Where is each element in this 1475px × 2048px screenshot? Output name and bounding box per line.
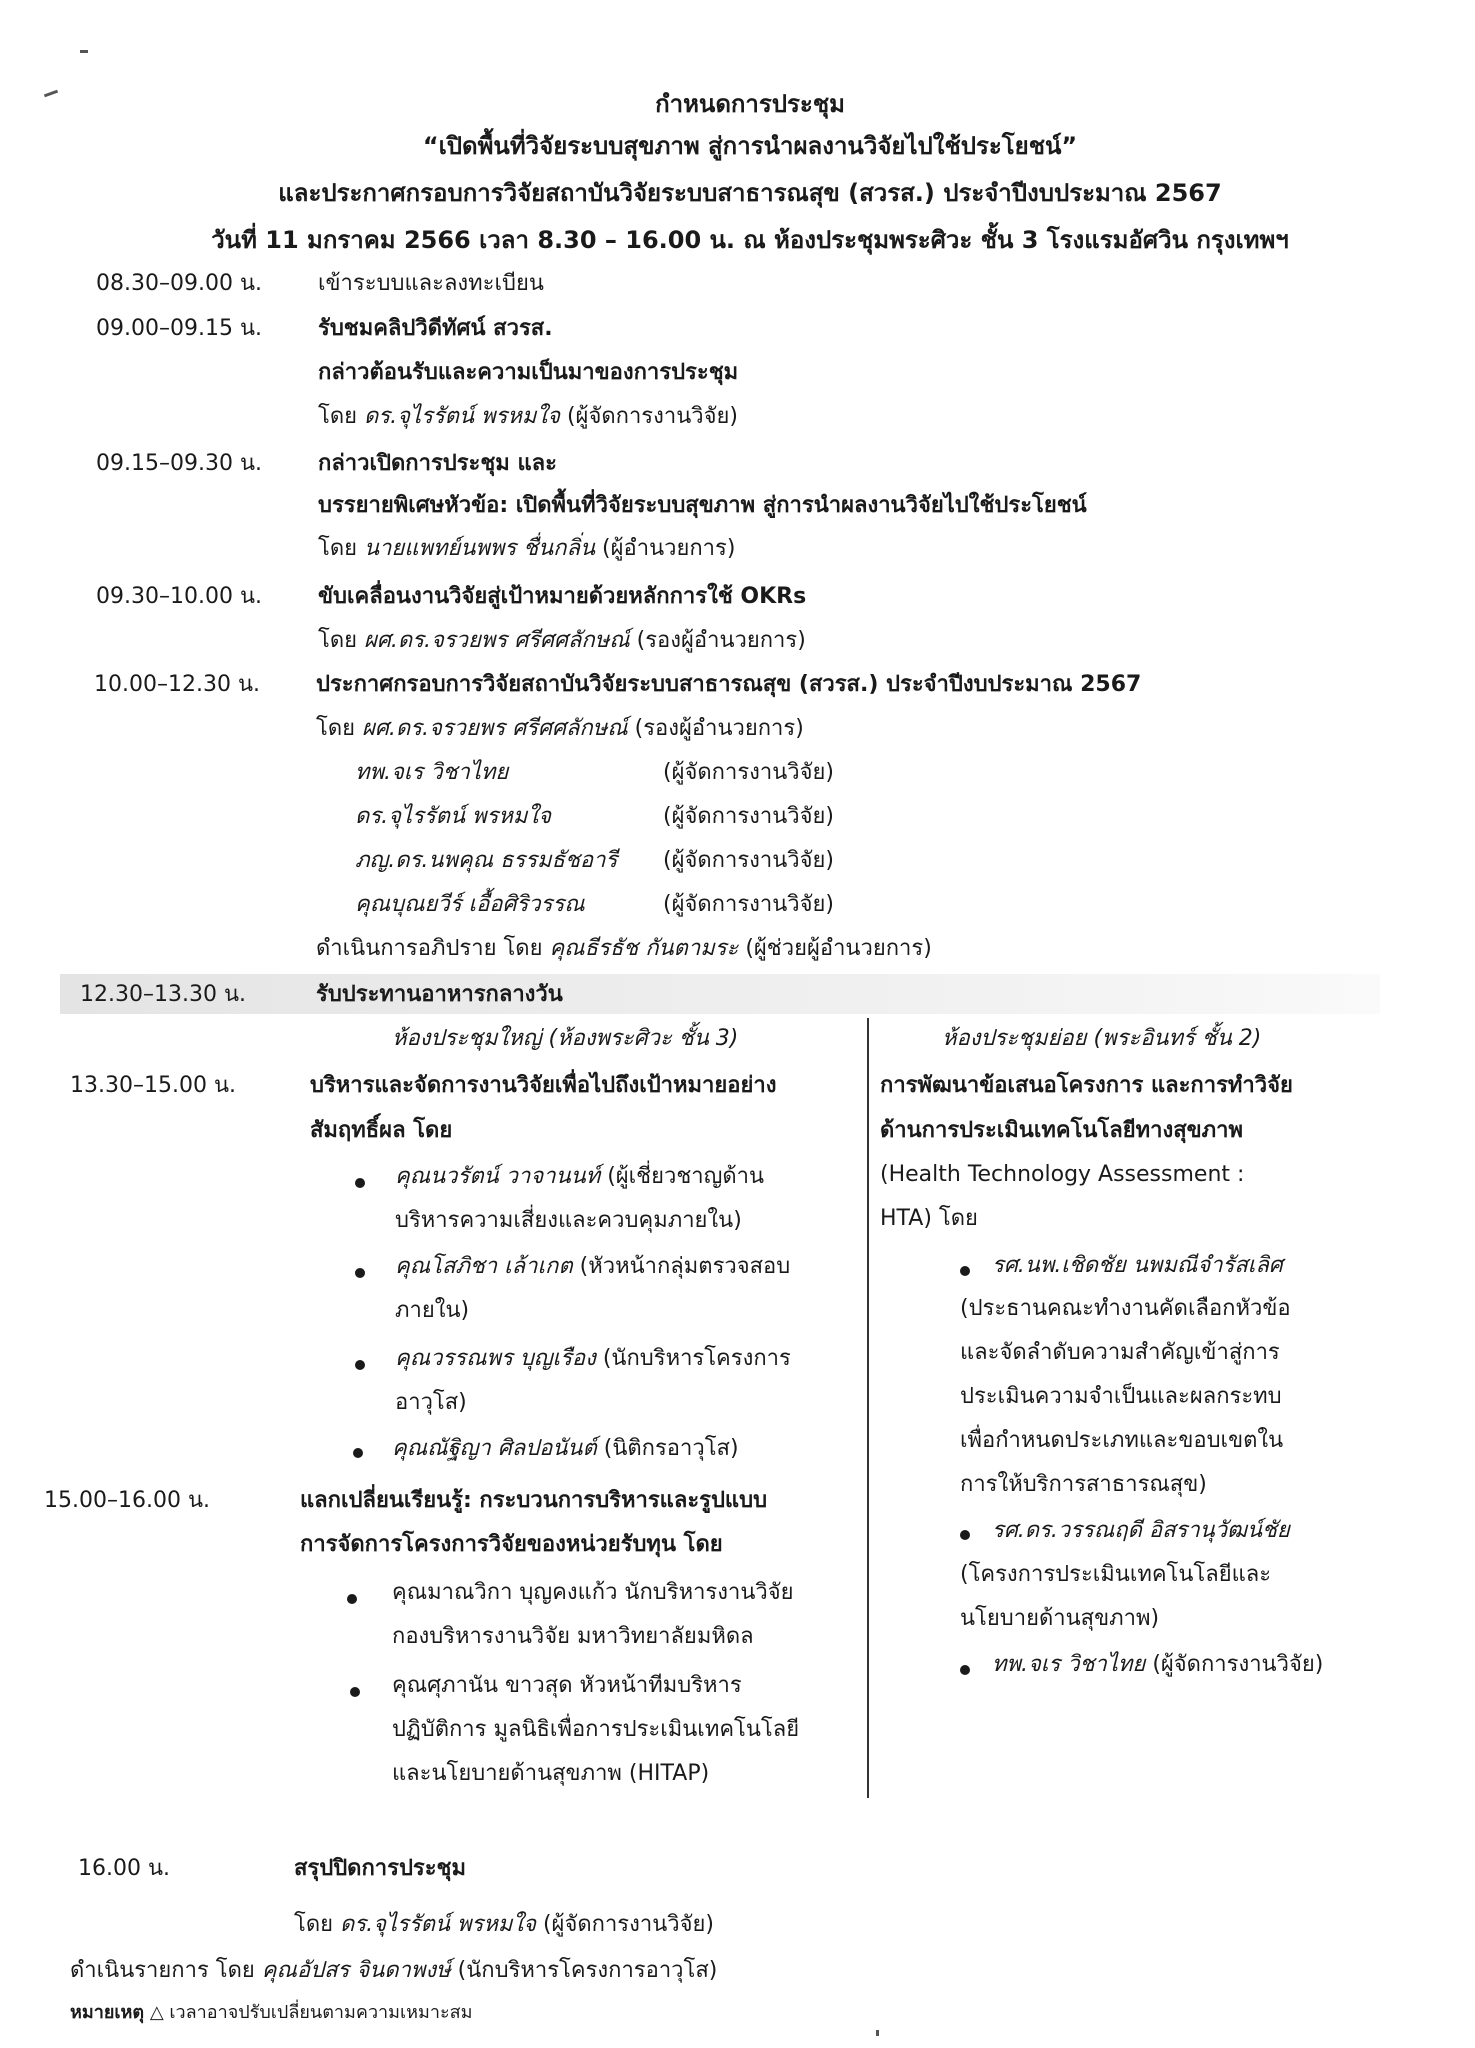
session-title: ประกาศกรอบการวิจัยสถาบันวิจัยระบบสาธารณสุข (สวรส.) ประจำปีงบประมาณ 2567: [316, 672, 1142, 697]
scan-speck: [80, 50, 88, 53]
panelist-name: ดร.จุไรรัตน์ พรหมใจ: [355, 804, 551, 829]
speaker-role: บริหารความเสี่ยงและควบคุมภายใน): [395, 1208, 742, 1233]
session-title: รับประทานอาหารกลางวัน: [316, 982, 563, 1007]
speaker-role: (ผู้จัดการงานวิจัย): [1152, 1652, 1324, 1677]
moderator-name: คุณธีรธัช กันตามระ: [549, 936, 739, 961]
speaker-role: และจัดลำดับความสำคัญเข้าสู่การ: [960, 1340, 1280, 1365]
time-slot: 12.30–13.30 น.: [80, 982, 246, 1007]
right-session-title: (Health Technology Assessment :: [880, 1162, 1245, 1187]
bullet: [355, 1178, 365, 1188]
speaker-line: คุณมาณวิกา บุญคงแก้ว นักบริหารงานวิจัย: [392, 1580, 794, 1605]
right-session-title: การพัฒนาข้อเสนอโครงการ และการทำวิจัย: [880, 1073, 1293, 1098]
speaker-name: คุณโสภิชา เล้าเกต: [395, 1254, 573, 1279]
moderator-prefix: ดำเนินการอภิปราย โดย: [316, 936, 543, 961]
session-title: แลกเปลี่ยนเรียนรู้: กระบวนการบริหารและรูปแบบ: [300, 1488, 768, 1513]
speaker-role: นโยบายด้านสุขภาพ): [960, 1606, 1160, 1631]
time-slot: 09.00–09.15 น.: [96, 316, 262, 341]
speaker-role: (รองผู้อำนวยการ): [636, 628, 806, 653]
event-subtitle: และประกาศกรอบการวิจัยสถาบันวิจัยระบบสาธารณสุข (สวรส.) ประจำปีงบประมาณ 2567: [278, 179, 1222, 207]
column-divider: [867, 1018, 869, 1798]
room-left-heading: ห้องประชุมใหญ่ (ห้องพระศิวะ ชั้น 3): [392, 1026, 739, 1051]
speaker-line: [395, 1254, 790, 1280]
bullet: [353, 1448, 363, 1458]
session-title: รับชมคลิปวิดีทัศน์ สวรส.: [318, 316, 553, 341]
session-title: สรุปปิดการประชุม: [294, 1856, 466, 1881]
bullet: [960, 1665, 970, 1675]
by-prefix: โดย: [318, 404, 357, 429]
scan-speck: [44, 90, 58, 98]
speaker-role: (โครงการประเมินเทคโนโลยีและ: [960, 1562, 1272, 1587]
scan-speck: [876, 2030, 879, 2036]
speaker-line: [318, 628, 806, 654]
speaker-line: [294, 1912, 714, 1938]
right-session-title: ด้านการประเมินเทคโนโลยีทางสุขภาพ: [880, 1118, 1244, 1143]
speaker-name: ผศ.ดร.จรวยพร ศรีศศลักษณ์: [362, 716, 628, 741]
session-title: บรรยายพิเศษหัวข้อ: เปิดพื้นที่วิจัยระบบสุขภาพ สู่การนำผลงานวิจัยไปใช้ประโยชน์: [318, 493, 1087, 518]
speaker-line: คุณศุภานัน ขาวสุด หัวหน้าทีมบริหาร: [392, 1673, 742, 1698]
by-prefix: โดย: [316, 716, 355, 741]
speaker-name: รศ.นพ.เชิดชัย นพมณีจำรัสเลิศ: [992, 1253, 1283, 1278]
session-title: กล่าวต้อนรับและความเป็นมาของการประชุม: [318, 360, 739, 385]
mc-line: [70, 1958, 717, 1984]
event-date-venue: วันที่ 11 มกราคม 2566 เวลา 8.30 – 16.00 น. ณ ห้องประชุมพระศิวะ ชั้น 3 โรงแรมอัศวิน กรุงเทพฯ: [211, 226, 1289, 254]
time-slot: 09.30–10.00 น.: [96, 584, 262, 609]
speaker-line: [395, 1346, 791, 1372]
time-slot: 09.15–09.30 น.: [96, 451, 262, 476]
speaker-role: (นักบริหารโครงการ: [602, 1346, 791, 1371]
time-slot: 16.00 น.: [78, 1856, 171, 1881]
speaker-affiliation: กองบริหารงานวิจัย มหาวิทยาลัยมหิดล: [392, 1624, 754, 1649]
moderator-role: (ผู้ช่วยผู้อำนวยการ): [745, 936, 932, 961]
speaker-role: เพื่อกำหนดประเภทและขอบเขตใน: [960, 1428, 1284, 1453]
bullet: [355, 1360, 365, 1370]
time-slot: 10.00–12.30 น.: [94, 672, 260, 697]
speaker-role: ประเมินความจำเป็นและผลกระทบ: [960, 1384, 1282, 1409]
speaker-role: (ผู้เชี่ยวชาญด้าน: [607, 1164, 765, 1189]
note-line: [70, 2002, 473, 2024]
speaker-affiliation: ปฏิบัติการ มูลนิธิเพื่อการประเมินเทคโนโลยี: [392, 1717, 800, 1742]
speaker-role: (หัวหน้ากลุ่มตรวจสอบ: [579, 1254, 791, 1279]
speaker-name: ดร.จุไรรัตน์ พรหมใจ: [364, 404, 560, 429]
bullet: [960, 1266, 970, 1276]
speaker-role: (ผู้จัดการงานวิจัย): [566, 404, 738, 429]
bullet: [960, 1530, 970, 1540]
speaker-line: [318, 536, 735, 562]
speaker-name: นายแพทย์นพพร ชื่นกลิ่น: [364, 536, 596, 561]
panelist-role: (ผู้จัดการงานวิจัย): [663, 760, 834, 785]
mc-prefix: ดำเนินรายการ โดย: [70, 1958, 255, 1983]
session-title: การจัดการโครงการวิจัยของหน่วยรับทุน โดย: [300, 1532, 723, 1557]
event-title: “เปิดพื้นที่วิจัยระบบสุขภาพ สู่การนำผลงานวิจัยไปใช้ประโยชน์”: [422, 132, 1078, 160]
speaker-role: (ผู้อำนวยการ): [602, 536, 736, 561]
by-prefix: โดย: [318, 536, 357, 561]
panelist-role: (ผู้จัดการงานวิจัย): [663, 804, 834, 829]
speaker-role: ภายใน): [395, 1298, 470, 1323]
mc-role: (นักบริหารโครงการอาวุโส): [457, 1958, 718, 1983]
moderator-line: [316, 936, 932, 962]
session-title: สัมฤทธิ์ผล โดย: [310, 1118, 453, 1143]
bullet: [350, 1687, 360, 1697]
by-prefix: โดย: [318, 628, 357, 653]
session-title: เข้าระบบและลงทะเบียน: [318, 271, 544, 296]
panelist-role: (ผู้จัดการงานวิจัย): [663, 892, 834, 917]
panelist-name: ทพ.จเร วิชาไทย: [355, 760, 509, 785]
speaker-role: (ประธานคณะทำงานคัดเลือกหัวข้อ: [960, 1296, 1291, 1321]
speaker-line: [395, 1164, 764, 1190]
speaker-line: [392, 1436, 739, 1462]
session-title: ขับเคลื่อนงานวิจัยสู่เป้าหมายด้วยหลักการใช้ OKRs: [318, 584, 807, 609]
speaker-line: [318, 404, 738, 430]
note-label: หมายเหตุ: [70, 2002, 145, 2023]
speaker-name: คุณวรรณพร บุญเรือง: [395, 1346, 596, 1371]
speaker-name: ทพ.จเร วิชาไทย: [992, 1652, 1146, 1677]
speaker-line: [992, 1652, 1323, 1678]
panelist-name: ภญ.ดร.นพคุณ ธรรมธัชอารี: [355, 848, 618, 873]
by-prefix: โดย: [294, 1912, 333, 1937]
panelist-role: (ผู้จัดการงานวิจัย): [663, 848, 834, 873]
speaker-name: ดร.จุไรรัตน์ พรหมใจ: [340, 1912, 536, 1937]
room-right-heading: ห้องประชุมย่อย (พระอินทร์ ชั้น 2): [942, 1026, 1262, 1051]
note-text: △ เวลาอาจปรับเปลี่ยนตามความเหมาะสม: [149, 2002, 473, 2023]
time-slot: 13.30–15.00 น.: [70, 1073, 236, 1098]
bullet: [347, 1594, 357, 1604]
speaker-affiliation: และนโยบายด้านสุขภาพ (HITAP): [392, 1761, 710, 1786]
speaker-name: คุณณัฐิญา ศิลปอนันต์: [392, 1436, 597, 1461]
speaker-name: รศ.ดร.วรรณฤดี อิสรานุวัฒน์ชัย: [992, 1518, 1290, 1543]
session-title: กล่าวเปิดการประชุม และ: [318, 451, 557, 476]
speaker-line: [316, 716, 804, 742]
session-title: บริหารและจัดการงานวิจัยเพื่อไปถึงเป้าหมายอย่าง: [310, 1073, 777, 1098]
document-title: กำหนดการประชุม: [655, 90, 845, 118]
speaker-role: (รองผู้อำนวยการ): [634, 716, 804, 741]
time-slot: 15.00–16.00 น.: [44, 1488, 210, 1513]
panelist-name: คุณบุณยวีร์ เอื้อศิริวรรณ: [355, 892, 585, 917]
speaker-role: การให้บริการสาธารณสุข): [960, 1472, 1207, 1497]
lunch-highlight-band: [60, 974, 1380, 1014]
mc-name: คุณอัปสร จินดาพงษ์: [261, 1958, 451, 1983]
speaker-role: อาวุโส): [395, 1390, 467, 1415]
right-session-title: HTA) โดย: [880, 1206, 978, 1231]
speaker-name: ผศ.ดร.จรวยพร ศรีศศลักษณ์: [364, 628, 630, 653]
time-slot: 08.30–09.00 น.: [96, 271, 262, 296]
speaker-role: (ผู้จัดการงานวิจัย): [542, 1912, 714, 1937]
speaker-role: (นิติกรอาวุโส): [603, 1436, 739, 1461]
bullet: [355, 1268, 365, 1278]
speaker-name: คุณนวรัตน์ วาจานนท์: [395, 1164, 601, 1189]
